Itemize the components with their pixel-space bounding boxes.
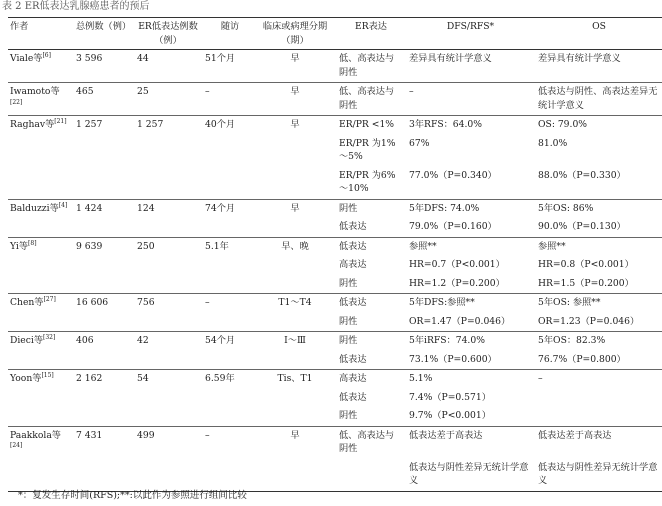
cell-stage — [257, 256, 333, 275]
cell-er-low — [131, 218, 201, 237]
cell-er-low — [131, 50, 201, 83]
cell-author-text: Yi等 — [10, 240, 29, 252]
cell-dfs-text: 5年DFS:参照** — [409, 297, 475, 308]
cell-followup-text: 51个月 — [205, 53, 236, 64]
cell-dfs-text: 5年DFS: 74.0% — [409, 202, 480, 214]
cell-er-low — [131, 407, 201, 426]
cell-author-text: Iwamoto等 — [10, 86, 60, 97]
cell-dfs-text: 7.4%（P=0.571） — [409, 391, 491, 403]
cell-os — [534, 256, 662, 275]
cell-er-expression — [333, 83, 405, 116]
cell-total-text: 7 431 — [76, 429, 103, 441]
cell-os — [534, 313, 662, 332]
cell-er-expression — [333, 459, 405, 492]
cell-os-text: 88.0%（P=0.330） — [538, 169, 626, 181]
cell-os-text: – — [538, 373, 543, 384]
cell-er-low — [131, 370, 201, 389]
cell-stage — [257, 332, 333, 351]
reference-marker: [22] — [10, 98, 23, 106]
cell-followup — [201, 294, 257, 313]
cell-total-text: 1 424 — [76, 202, 103, 214]
cell-stage-text: 早 — [290, 53, 300, 64]
cell-total — [72, 459, 131, 492]
cell-er-expression — [333, 116, 405, 135]
cell-os — [534, 218, 662, 237]
table-row — [8, 351, 662, 370]
table-row — [8, 116, 662, 135]
cell-total — [72, 50, 131, 83]
cell-er-low-text: 756 — [137, 297, 155, 308]
header-total: 总例数（例） — [76, 21, 132, 32]
cell-followup — [201, 389, 257, 408]
prognosis-table — [8, 17, 662, 492]
header-row — [8, 18, 662, 50]
cell-author-text: Yoon等 — [10, 373, 42, 384]
cell-er-expression-text: 阴性 — [339, 277, 358, 289]
header-author: 作者 — [10, 21, 29, 32]
cell-stage-text: 早 — [290, 202, 300, 214]
cell-er-low — [131, 275, 201, 294]
cell-os-text: 5年OS: 86% — [538, 202, 594, 214]
cell-total-text: 9 639 — [76, 240, 103, 252]
cell-os — [534, 135, 662, 167]
cell-total — [72, 313, 131, 332]
cell-er-expression-text: 低表达 — [339, 221, 367, 232]
cell-er-low-text: 499 — [137, 429, 155, 441]
cell-total — [72, 237, 131, 256]
cell-os-text: OS: 79.0% — [538, 119, 588, 130]
cell-os-text: 81.0% — [538, 137, 568, 149]
cell-author — [8, 237, 72, 256]
cell-er-low-text: 1 257 — [137, 119, 164, 130]
cell-followup — [201, 407, 257, 426]
cell-os — [534, 389, 662, 408]
cell-os — [534, 50, 662, 83]
cell-er-expression — [333, 50, 405, 83]
cell-er-low-text: 44 — [137, 53, 149, 64]
cell-dfs-text: 73.1%（P=0.600） — [409, 353, 497, 365]
cell-dfs-text: 参照** — [409, 240, 437, 252]
cell-stage-text: 早、晚 — [281, 240, 309, 252]
table-row — [8, 256, 662, 275]
cell-er-expression — [333, 407, 405, 426]
cell-followup — [201, 313, 257, 332]
cell-followup — [201, 199, 257, 218]
cell-dfs-text: 77.0%（P=0.340） — [409, 169, 497, 181]
cell-dfs — [405, 389, 534, 408]
cell-total — [72, 426, 131, 459]
cell-stage-text: Ⅰ～Ⅲ — [284, 335, 306, 346]
cell-er-expression — [333, 275, 405, 294]
cell-er-low — [131, 351, 201, 370]
cell-er-low-text: 42 — [137, 335, 149, 346]
cell-author-text: Balduzzi等 — [10, 202, 59, 214]
cell-os — [534, 370, 662, 389]
table-row — [8, 459, 662, 492]
cell-er-low — [131, 313, 201, 332]
cell-er-low — [131, 294, 201, 313]
cell-author-text: Dieci等 — [10, 335, 44, 346]
cell-total — [72, 294, 131, 313]
cell-stage — [257, 351, 333, 370]
cell-er-low — [131, 116, 201, 135]
cell-author — [8, 256, 72, 275]
cell-er-expression-text: 阴性 — [339, 315, 358, 327]
cell-er-expression — [333, 426, 405, 459]
cell-er-expression — [333, 389, 405, 408]
cell-stage — [257, 459, 333, 492]
reference-marker: [21] — [54, 117, 67, 125]
cell-er-expression — [333, 256, 405, 275]
cell-stage-text: 早 — [290, 429, 300, 441]
cell-total — [72, 116, 131, 135]
cell-total — [72, 389, 131, 408]
cell-er-expression-text: 低表达 — [339, 240, 367, 252]
cell-dfs — [405, 237, 534, 256]
cell-author — [8, 389, 72, 408]
cell-stage — [257, 50, 333, 83]
cell-author — [8, 370, 72, 389]
cell-os — [534, 83, 662, 116]
header-stage: 临床或病理分期（期） — [262, 21, 328, 46]
cell-os — [534, 199, 662, 218]
cell-dfs — [405, 167, 534, 200]
cell-dfs-text: HR=0.7（P<0.001） — [409, 259, 505, 270]
cell-os — [534, 237, 662, 256]
cell-author — [8, 275, 72, 294]
cell-followup-text: 5.1年 — [205, 240, 229, 252]
table-row — [8, 275, 662, 294]
header-er-expression — [333, 18, 405, 50]
cell-author — [8, 50, 72, 83]
table-row — [8, 407, 662, 426]
cell-followup — [201, 256, 257, 275]
cell-os — [534, 116, 662, 135]
cell-stage-text: T1～T4 — [278, 297, 312, 308]
cell-total — [72, 370, 131, 389]
cell-er-low-text: 25 — [137, 86, 149, 97]
cell-followup — [201, 275, 257, 294]
cell-os-text: 5年OS：82.3% — [538, 335, 606, 346]
cell-dfs — [405, 459, 534, 492]
cell-er-expression — [333, 332, 405, 351]
cell-stage — [257, 389, 333, 408]
cell-total — [72, 199, 131, 218]
table-footnote: *：复发生存时间(RFS);**:以此作为参照进行组间比较 — [18, 490, 247, 501]
cell-stage — [257, 370, 333, 389]
cell-followup-text: – — [205, 429, 210, 441]
cell-total — [72, 135, 131, 167]
cell-dfs — [405, 256, 534, 275]
cell-followup — [201, 237, 257, 256]
cell-dfs — [405, 370, 534, 389]
cell-total — [72, 218, 131, 237]
cell-followup-text: 74个月 — [205, 202, 236, 214]
cell-total-text: 406 — [76, 335, 94, 346]
table-row — [8, 83, 662, 116]
cell-author-text: Raghav等 — [10, 119, 55, 130]
cell-author — [8, 426, 72, 459]
cell-followup-text: 40个月 — [205, 119, 236, 130]
cell-author-text: Paakkola等 — [10, 429, 61, 441]
cell-dfs — [405, 313, 534, 332]
cell-os — [534, 332, 662, 351]
cell-dfs — [405, 407, 534, 426]
cell-author — [8, 459, 72, 492]
cell-author — [8, 116, 72, 135]
cell-total — [72, 275, 131, 294]
cell-total — [72, 407, 131, 426]
cell-er-low-text: 250 — [137, 240, 155, 252]
reference-marker: [4] — [58, 201, 68, 209]
cell-author — [8, 199, 72, 218]
reference-marker: [24] — [10, 441, 23, 449]
cell-os-text: 差异具有统计学意义 — [538, 53, 621, 64]
cell-dfs — [405, 426, 534, 459]
cell-followup — [201, 459, 257, 492]
cell-er-low-text: 54 — [137, 373, 149, 384]
cell-followup — [201, 351, 257, 370]
cell-author — [8, 332, 72, 351]
cell-er-expression-text: 低、高表达与阴性 — [339, 86, 395, 111]
cell-er-expression-text: 高表达 — [339, 259, 367, 270]
cell-followup — [201, 83, 257, 116]
table-row — [8, 237, 662, 256]
cell-stage-text: Tis、T1 — [277, 373, 313, 384]
cell-stage — [257, 313, 333, 332]
reference-marker: [8] — [28, 239, 37, 247]
cell-dfs-text: – — [409, 86, 414, 97]
table-row — [8, 313, 662, 332]
cell-dfs — [405, 199, 534, 218]
cell-os — [534, 294, 662, 313]
cell-author-text: Viale等 — [10, 53, 43, 64]
cell-stage — [257, 167, 333, 200]
cell-os-text: 参照** — [538, 240, 566, 252]
cell-os-text: OR=1.23（P=0.046） — [538, 315, 640, 327]
cell-author — [8, 83, 72, 116]
cell-os-text: 90.0%（P=0.130） — [538, 221, 626, 232]
cell-os-text: 76.7%（P=0.800） — [538, 353, 626, 365]
cell-dfs — [405, 294, 534, 313]
cell-os — [534, 459, 662, 492]
table-row — [8, 389, 662, 408]
cell-dfs-text: HR=1.2（P=0.200） — [409, 277, 505, 289]
cell-er-low — [131, 256, 201, 275]
table-body — [8, 50, 662, 492]
cell-total — [72, 167, 131, 200]
cell-er-expression-text: 低表达 — [339, 297, 367, 308]
cell-stage — [257, 237, 333, 256]
cell-dfs-text: 差异具有统计学意义 — [409, 53, 492, 64]
cell-followup — [201, 50, 257, 83]
cell-dfs — [405, 83, 534, 116]
cell-er-expression — [333, 237, 405, 256]
cell-dfs — [405, 50, 534, 83]
cell-followup — [201, 370, 257, 389]
cell-os — [534, 275, 662, 294]
cell-er-expression-text: ER/PR 为6%～10% — [339, 169, 396, 194]
cell-er-expression-text: 低表达 — [339, 391, 367, 403]
cell-er-expression-text: 高表达 — [339, 373, 367, 384]
cell-er-expression — [333, 370, 405, 389]
cell-os — [534, 167, 662, 200]
cell-followup — [201, 426, 257, 459]
cell-stage — [257, 83, 333, 116]
cell-er-expression — [333, 294, 405, 313]
cell-stage — [257, 218, 333, 237]
cell-er-low — [131, 332, 201, 351]
cell-dfs-text: 67% — [409, 137, 430, 149]
cell-stage — [257, 275, 333, 294]
cell-er-expression — [333, 351, 405, 370]
cell-followup — [201, 116, 257, 135]
cell-er-expression-text: 阴性 — [339, 202, 358, 214]
cell-er-low — [131, 167, 201, 200]
cell-dfs — [405, 135, 534, 167]
header-os: OS — [592, 21, 606, 32]
cell-followup-text: 54个月 — [205, 335, 236, 346]
cell-er-expression — [333, 199, 405, 218]
cell-os-text: HR=0.8（P<0.001） — [538, 259, 634, 270]
header-dfs: DFS/RFS* — [446, 21, 495, 32]
reference-marker: [15] — [41, 371, 54, 379]
cell-dfs — [405, 351, 534, 370]
table-row — [8, 167, 662, 200]
cell-followup — [201, 332, 257, 351]
cell-followup — [201, 135, 257, 167]
cell-stage — [257, 199, 333, 218]
cell-os — [534, 351, 662, 370]
cell-author-text: Chen等 — [10, 297, 44, 308]
cell-author — [8, 313, 72, 332]
reference-marker: [32] — [43, 333, 56, 341]
cell-er-expression-text: 阴性 — [339, 410, 358, 421]
header-er-low: ER低表达例数（例） — [138, 21, 198, 46]
cell-er-low — [131, 426, 201, 459]
cell-total — [72, 351, 131, 370]
cell-er-expression-text: 阴性 — [339, 335, 358, 346]
cell-dfs-text: 79.0%（P=0.160） — [409, 221, 497, 232]
cell-author — [8, 167, 72, 200]
table-row — [8, 218, 662, 237]
cell-dfs — [405, 218, 534, 237]
cell-er-expression-text: ER/PR <1% — [339, 119, 395, 130]
cell-followup — [201, 167, 257, 200]
cell-stage — [257, 135, 333, 167]
cell-stage — [257, 116, 333, 135]
table-row — [8, 294, 662, 313]
cell-os-text: 5年OS: 参照** — [538, 297, 601, 308]
cell-author — [8, 351, 72, 370]
cell-stage-text: 早 — [290, 86, 300, 97]
table-row — [8, 426, 662, 459]
cell-followup-text: – — [205, 297, 210, 308]
cell-total-text: 1 257 — [76, 119, 103, 130]
cell-total-text: 465 — [76, 86, 94, 97]
cell-followup — [201, 218, 257, 237]
cell-stage — [257, 407, 333, 426]
table-row — [8, 135, 662, 167]
cell-er-low — [131, 459, 201, 492]
cell-er-low — [131, 83, 201, 116]
cell-dfs-text: 9.7%（P<0.001） — [409, 410, 491, 421]
reference-marker: [27] — [43, 295, 56, 303]
cell-dfs-text: 3年RFS：64.0% — [409, 119, 482, 130]
cell-total — [72, 83, 131, 116]
cell-er-expression-text: 低、高表达与阴性 — [339, 429, 395, 454]
cell-stage-text: 早 — [290, 119, 300, 130]
reference-marker: [6] — [42, 51, 51, 59]
cell-os-text: 低表达差于高表达 — [538, 429, 612, 441]
cell-followup-text: 6.59年 — [205, 373, 235, 384]
cell-author — [8, 407, 72, 426]
cell-author — [8, 135, 72, 167]
cell-er-low — [131, 199, 201, 218]
cell-er-expression — [333, 218, 405, 237]
cell-followup-text: – — [205, 86, 210, 97]
cell-stage — [257, 426, 333, 459]
table-row — [8, 199, 662, 218]
cell-er-expression-text: 低、高表达与阴性 — [339, 53, 395, 78]
cell-dfs-text: 5.1% — [409, 373, 433, 384]
cell-os-text: 低表达与阴性、高表达差异无统计学意义 — [538, 86, 658, 111]
cell-os — [534, 426, 662, 459]
table-caption: 表 2 ER低表达乳腺癌患者的预后 — [2, 1, 150, 12]
cell-dfs-text: OR=1.47（P=0.046） — [409, 315, 511, 327]
cell-dfs-text: 低表达与阴性差异无统计学意义 — [409, 461, 529, 486]
cell-er-expression — [333, 313, 405, 332]
cell-total-text: 16 606 — [76, 297, 109, 308]
cell-os-text: 低表达与阴性差异无统计学意义 — [538, 461, 658, 486]
cell-er-expression — [333, 135, 405, 167]
cell-dfs — [405, 116, 534, 135]
cell-er-expression — [333, 167, 405, 200]
cell-os-text: HR=1.5（P=0.200） — [538, 277, 634, 289]
table-row — [8, 50, 662, 83]
cell-total — [72, 332, 131, 351]
cell-dfs-text: 低表达差于高表达 — [409, 429, 483, 441]
cell-os — [534, 407, 662, 426]
cell-dfs-text: 5年iRFS：74.0% — [409, 335, 485, 346]
cell-author — [8, 294, 72, 313]
cell-er-low — [131, 237, 201, 256]
cell-er-low — [131, 389, 201, 408]
cell-dfs — [405, 332, 534, 351]
cell-total — [72, 256, 131, 275]
cell-author — [8, 218, 72, 237]
cell-dfs — [405, 275, 534, 294]
cell-total-text: 2 162 — [76, 373, 103, 384]
cell-er-expression-text: ER/PR 为1%～5% — [339, 137, 396, 162]
header-followup: 随访 — [220, 21, 240, 32]
cell-er-expression-text: 低表达 — [339, 353, 367, 365]
cell-er-low — [131, 135, 201, 167]
cell-stage — [257, 294, 333, 313]
table-row — [8, 370, 662, 389]
cell-er-low-text: 124 — [137, 202, 155, 214]
cell-total-text: 3 596 — [76, 53, 103, 64]
header-er-expression-text: ER表达 — [355, 21, 387, 32]
table-row — [8, 332, 662, 351]
